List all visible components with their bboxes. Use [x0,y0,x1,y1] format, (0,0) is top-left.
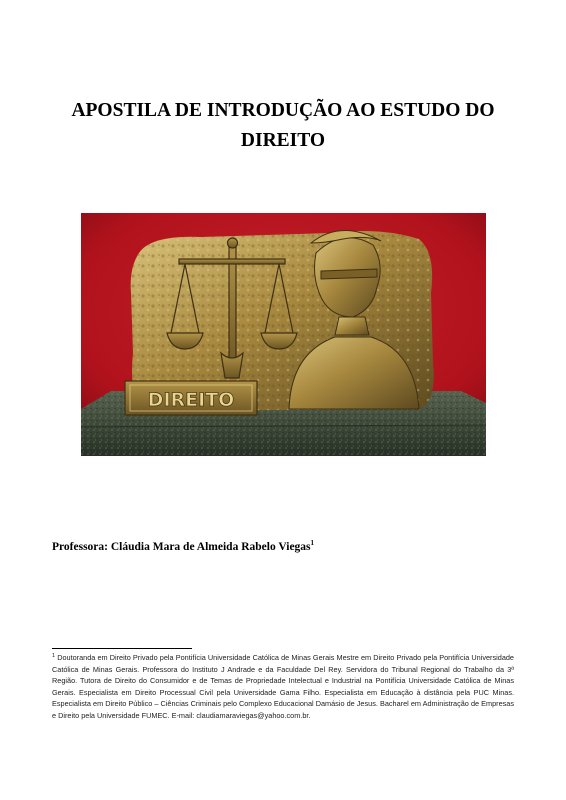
plaque-text: DIREITO [147,389,235,411]
direito-plaque [125,381,257,415]
footnote-text: Doutoranda em Direito Privado pela Pontifícia Universidade Católica de Minas Gerais Mestre em Direito Privado pela Pontifícia Universidade Católica de Minas Gerais. Professora do Instituto J Andrade e da Faculdade Del Rey. Servidora do Tribunal Regional do Trabalho da 3ª Região. Tutora de Direito do Consumidor e de Temas de Propriedade Intelectual e Industrial na Pontifícia Universidade Católica de Minas Gerais. Especialista em Direito Processual Civil pela Universidade Gama Filho. Especialista em Educação à distância pela PUC Minas. Especialista em Direito Público – Ciências Criminais pelo Complexo Educacional Damásio de Jesus. Bacharel em Administração de Empresas e Direito pela Universidade FUMEC. E-mail: claudiamaraviegas@yahoo.com.br. [52,653,514,720]
cover-image [81,213,486,456]
footnote [52,652,514,722]
footnote-divider [52,648,192,649]
footnote-reference: 1 [310,539,315,547]
document-title: APOSTILA DE INTRODUÇÃO AO ESTUDO DO DIREITO [71,100,495,151]
author-name: Professora: Cláudia Mara de Almeida Rabelo Viegas [52,541,311,553]
author-line [52,540,512,554]
footnote-marker: 1 [52,653,56,659]
